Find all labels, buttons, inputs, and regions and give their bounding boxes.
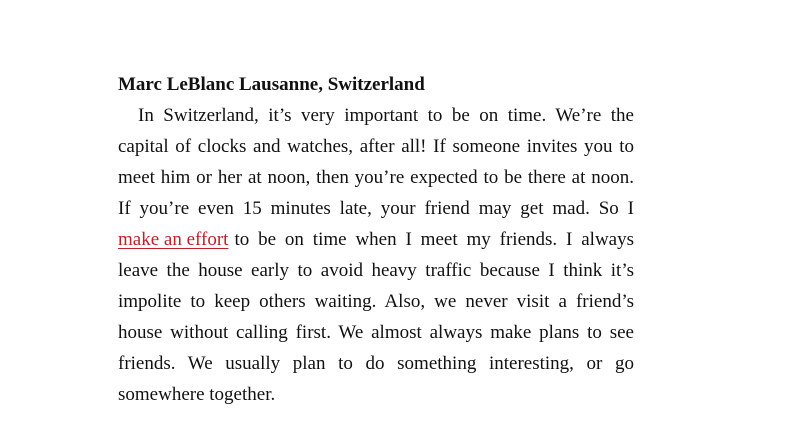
paragraph-line: friends. We usually plan to do something interesting, or go [118,353,634,374]
paragraph-line: capital of clocks and watches, after all! If someone invites you to [118,136,634,157]
paragraph-line: leave the house early to avoid heavy traffic because I think it’s [118,260,634,281]
paragraph-line: house without calling first. We almost always make plans to see [118,322,634,343]
paragraph-line [118,224,634,255]
paragraph-line: impolite to keep others waiting. Also, we never visit a friend’s [118,291,634,312]
paragraph-line: somewhere together. [118,384,276,405]
paragraph-line: In Switzerland, it’s very important to be on time. We’re the [138,105,634,126]
paragraph-line-rest: to be on time when I meet my friends. I always [234,229,634,250]
paragraph-line: meet him or her at noon, then you’re expected to be there at noon. [118,167,634,188]
paragraph-line: If you’re even 15 minutes late, your friend may get mad. So I [118,198,634,219]
heading: Marc LeBlanc Lausanne, Switzerland [118,74,425,95]
paragraph [118,100,634,410]
document-page [118,72,634,410]
highlighted-phrase: make an effort [118,229,229,250]
